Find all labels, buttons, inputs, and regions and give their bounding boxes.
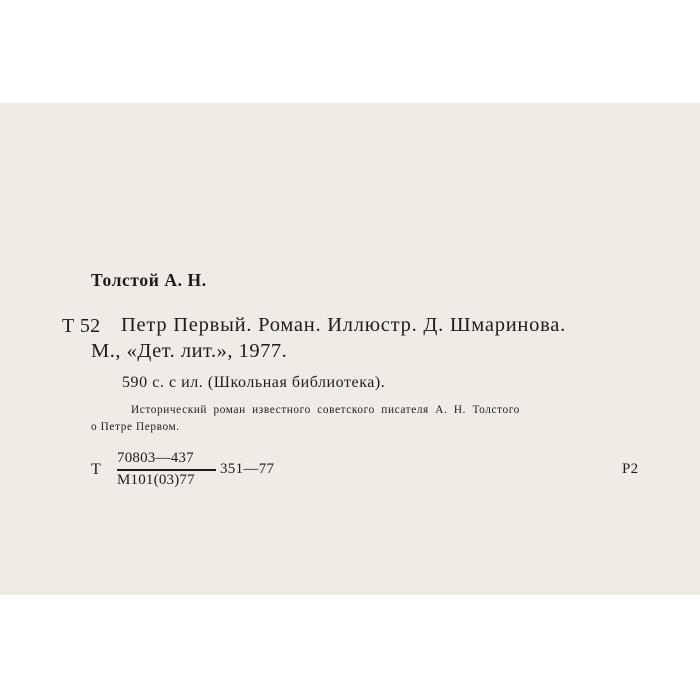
index-number: 351—77 <box>220 461 275 477</box>
annotation-line-1: Исторический роман известного советского писателя А. Н. Толстого <box>131 404 520 416</box>
classification-code: Р2 <box>622 461 639 477</box>
index-denominator: М101(03)77 <box>117 472 195 488</box>
book-title-line: Петр Первый. Роман. Иллюстр. Д. Шмаринова. <box>121 314 567 336</box>
pages-line: 590 с. с ил. (Школьная библиотека). <box>122 374 386 391</box>
publisher-line: М., «Дет. лит.», 1977. <box>91 340 288 362</box>
catalog-code: Т 52 <box>62 315 101 337</box>
index-numerator: 70803—437 <box>117 450 194 466</box>
catalog-card-page <box>0 103 700 595</box>
fraction-divider <box>117 469 216 471</box>
index-letter: Т <box>91 461 101 478</box>
annotation-line-2: о Петре Первом. <box>91 421 180 433</box>
author-name: Толстой А. Н. <box>91 270 207 290</box>
